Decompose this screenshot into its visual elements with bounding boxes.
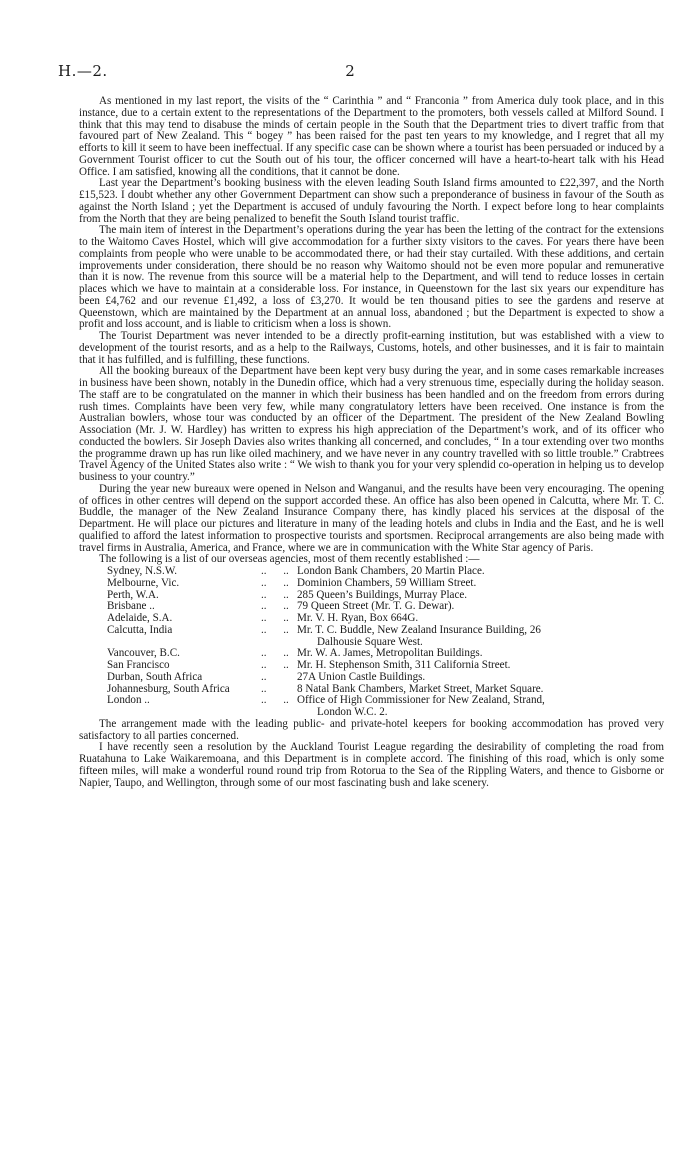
agencies-table bbox=[107, 566, 664, 719]
paragraph-road: I have recently seen a resolution by the Auckland Tourist League regarding the desirability of completing the road from Ruatahuna to Lake Waikaremoana, and this Department is in complete accord. The finishing of this road, which is only some fifteen miles, will make a wonderful round round trip from Rotorua to the Sea of the Rippling Waters, and thence to Gisborne or Napier, Taupo, and Wellington, through some of our most fascinating bush and lake scenery. bbox=[79, 741, 664, 789]
agency-city: Durban, South Africa bbox=[107, 670, 203, 683]
leader-dots: .. .. bbox=[261, 623, 289, 636]
paragraph-waitomo: The main item of interest in the Department’s operations during the year has been the letting of the contract for the extensions to the Waitomo Caves Hostel, which will give accommodation for a further sixty visitors to the caves. For years there have been complaints from people who were unable to be accommodated there, or had their stay curtailed. With these additions, and certain improvements under consideration, there should be no reason why Waitomo should not be even more popular and remunerative than it is now. The revenue from this source will be a material help to the Department, and will tend to reduce losses in certain places which we have to maintain at a considerable loss. For instance, in Queenstown for the last six years our expenditure has been £4,762 and our revenue £1,492, a loss of £3,270. It would be ten thousand pities to see the gardens and reserve at Queenstown, which are maintained by the Department at an annual loss, abandoned ; but the Department is expected to show a profit and loss account, and is liable to criticism when a loss is shown. bbox=[79, 224, 664, 331]
agency-address-line: 285 Queen’s Buildings, Murray Place. bbox=[297, 588, 468, 601]
leader-dots: .. bbox=[261, 670, 267, 683]
paragraph-new-bureaux: During the year new bureaux were opened in Nelson and Wanganui, and the results have been very encouraging. The opening of offices in other centres will depend on the support accorded these. An office has also been opened in Calcutta, where Mr. T. C. Buddle, the manager of the New Zealand Insurance Company there, has kindly placed his services at the disposal of the Department. He will place our pictures and literature in many of the leading hotels and clubs in India and the East, and he is well qualified to afford the latest information to prospective tourists and sportsmen. Reciprocal arrangements are also being made with travel firms in Australia, America, and France, where we are in communication with the White Star agency of Paris. bbox=[79, 482, 664, 554]
paragraph-booking-business: Last year the Department’s booking business with the eleven leading South Island firms amounted to £22,397, and the North £15,523. I doubt whether any other Government Department can show such a preponderance of business in favour of the South as against the North Island ; yet the Department is accused of unduly favouring the North. I expect before long to hear complaints from the North that they are being penalized to benefit the South Island tourist traffic. bbox=[79, 177, 664, 225]
agency-city: Melbourne, Vic. bbox=[107, 576, 180, 589]
agency-address-line: Mr. T. C. Buddle, New Zealand Insurance Building, 26 bbox=[297, 623, 541, 636]
agency-address-line: 8 Natal Bank Chambers, Market Street, Market Square. bbox=[297, 682, 544, 695]
agency-address-line: Office of High Commissioner for New Zealand, Strand, bbox=[297, 694, 545, 707]
leader-dots: .. .. bbox=[261, 588, 289, 601]
agency-city: Sydney, N.S.W. bbox=[107, 565, 178, 577]
agency-address-line: London Bank Chambers, 20 Martin Place. bbox=[297, 565, 485, 577]
leader-dots: .. .. bbox=[261, 647, 289, 660]
agency-address-line: Mr. V. H. Ryan, Box 664G. bbox=[297, 612, 419, 624]
paragraph-visits: As mentioned in my last report, the visits of the “ Carinthia ” and “ Franconia ” from America duly took place, and in this instance, due to a certain extent to the representations of the Department to the promoters, both vessels called at Milford Sound. I think that this may tend to disabuse the minds of certain people in the South that the Department tries to divert traffic from that favoured part of New Zealand. This “ bogey ” has been raised for the past ten years to my knowledge, and I regret that all my efforts to kill it seem to have been ineffectual. If any specific case can be shown where a tourist has been persuaded or induced by a Government Tourist officer to cut the South out of his tour, the officer concerned will have a heart-to-heart talk with his Head Office. I am satisfied, knowing all the conditions, that it cannot be done. bbox=[79, 95, 664, 178]
leader-dots: .. .. bbox=[261, 659, 289, 671]
agency-address-line: Mr. H. Stephenson Smith, 311 California Street. bbox=[297, 659, 511, 671]
leader-dots: .. .. bbox=[261, 576, 289, 589]
leader-dots: .. bbox=[261, 682, 267, 695]
paragraph-bureaux: All the booking bureaux of the Department have been kept very busy during the year, and in some cases remarkable increases in business have been shown, notably in the Dunedin office, which had a very strenuous time, especially during the holiday season. The staff are to be congratulated on the manner in which their business has been handled and on the freedom from errors during rush times. Complaints have been very few, while many congratulatory letters have been received. One instance is from the Australian bowlers, whose tour was conducted by an officer of the Department. The president of the New Zealand Bowling Association (Mr. J. W. Hardley) has written to express his high appreciation of the Department’s work, and of its officer who conducted the bowlers. Sir Joseph Davies also writes thanking all concerned, and concludes, “ In a tour extending over two months the programme drawn up has run like oiled machinery, and we have never in any country travelled with so little trouble.” Crabtrees Travel Agency of the United States also write : “ We wish to thank you for your very splendid co-operation in helping us to develop business to your country.” bbox=[79, 365, 664, 483]
leader-dots: .. .. bbox=[261, 612, 289, 624]
leader-dots: .. .. bbox=[261, 565, 289, 577]
paragraph-purpose: The Tourist Department was never intended to be a directly profit-earning institution, but was established with a view to development of the tourist resorts, and as a help to the Railways, Customs, hotels, and other businesses, and it is fair to maintain that it has fulfilled, and is fulfilling, these functions. bbox=[79, 330, 664, 366]
body-text bbox=[79, 96, 664, 789]
agency-city: Johannesburg, South Africa bbox=[107, 682, 230, 695]
agency-address-line: 27A Union Castle Buildings. bbox=[297, 670, 426, 683]
agency-city: San Francisco bbox=[107, 659, 170, 671]
paragraph-hotel-arrangement: The arrangement made with the leading public- and private-hotel keepers for booking accommodation has proved very satisfactory to all parties concerned. bbox=[79, 717, 664, 742]
paragraph-agencies-intro: The following is a list of our overseas agencies, most of them recently established :— bbox=[99, 553, 480, 566]
agency-city: Brisbane .. bbox=[107, 600, 155, 613]
agency-city: Vancouver, B.C. bbox=[107, 647, 180, 660]
table-row bbox=[107, 625, 664, 649]
table-row bbox=[107, 695, 664, 719]
agency-address-line: Mr. W. A. James, Metropolitan Buildings. bbox=[297, 647, 483, 660]
leader-dots: .. .. bbox=[261, 600, 289, 613]
page-header bbox=[58, 62, 642, 84]
document-reference: H.—2. bbox=[58, 62, 108, 80]
agency-address-continuation: London W.C. 2. bbox=[317, 706, 388, 718]
agency-address-line: Dominion Chambers, 59 William Street. bbox=[297, 576, 477, 589]
agency-city: Adelaide, S.A. bbox=[107, 612, 173, 624]
agency-city: London .. bbox=[107, 694, 150, 707]
agency-address bbox=[297, 625, 664, 649]
agency-address-continuation: Dalhousie Square West. bbox=[317, 635, 423, 648]
agency-city: Perth, W.A. bbox=[107, 588, 159, 601]
agency-city: Calcutta, India bbox=[107, 623, 173, 636]
page-number: 2 bbox=[345, 62, 355, 80]
leader-dots: .. .. bbox=[261, 694, 289, 707]
agency-address-line: 79 Queen Street (Mr. T. G. Dewar). bbox=[297, 600, 455, 613]
agency-address bbox=[297, 695, 664, 719]
